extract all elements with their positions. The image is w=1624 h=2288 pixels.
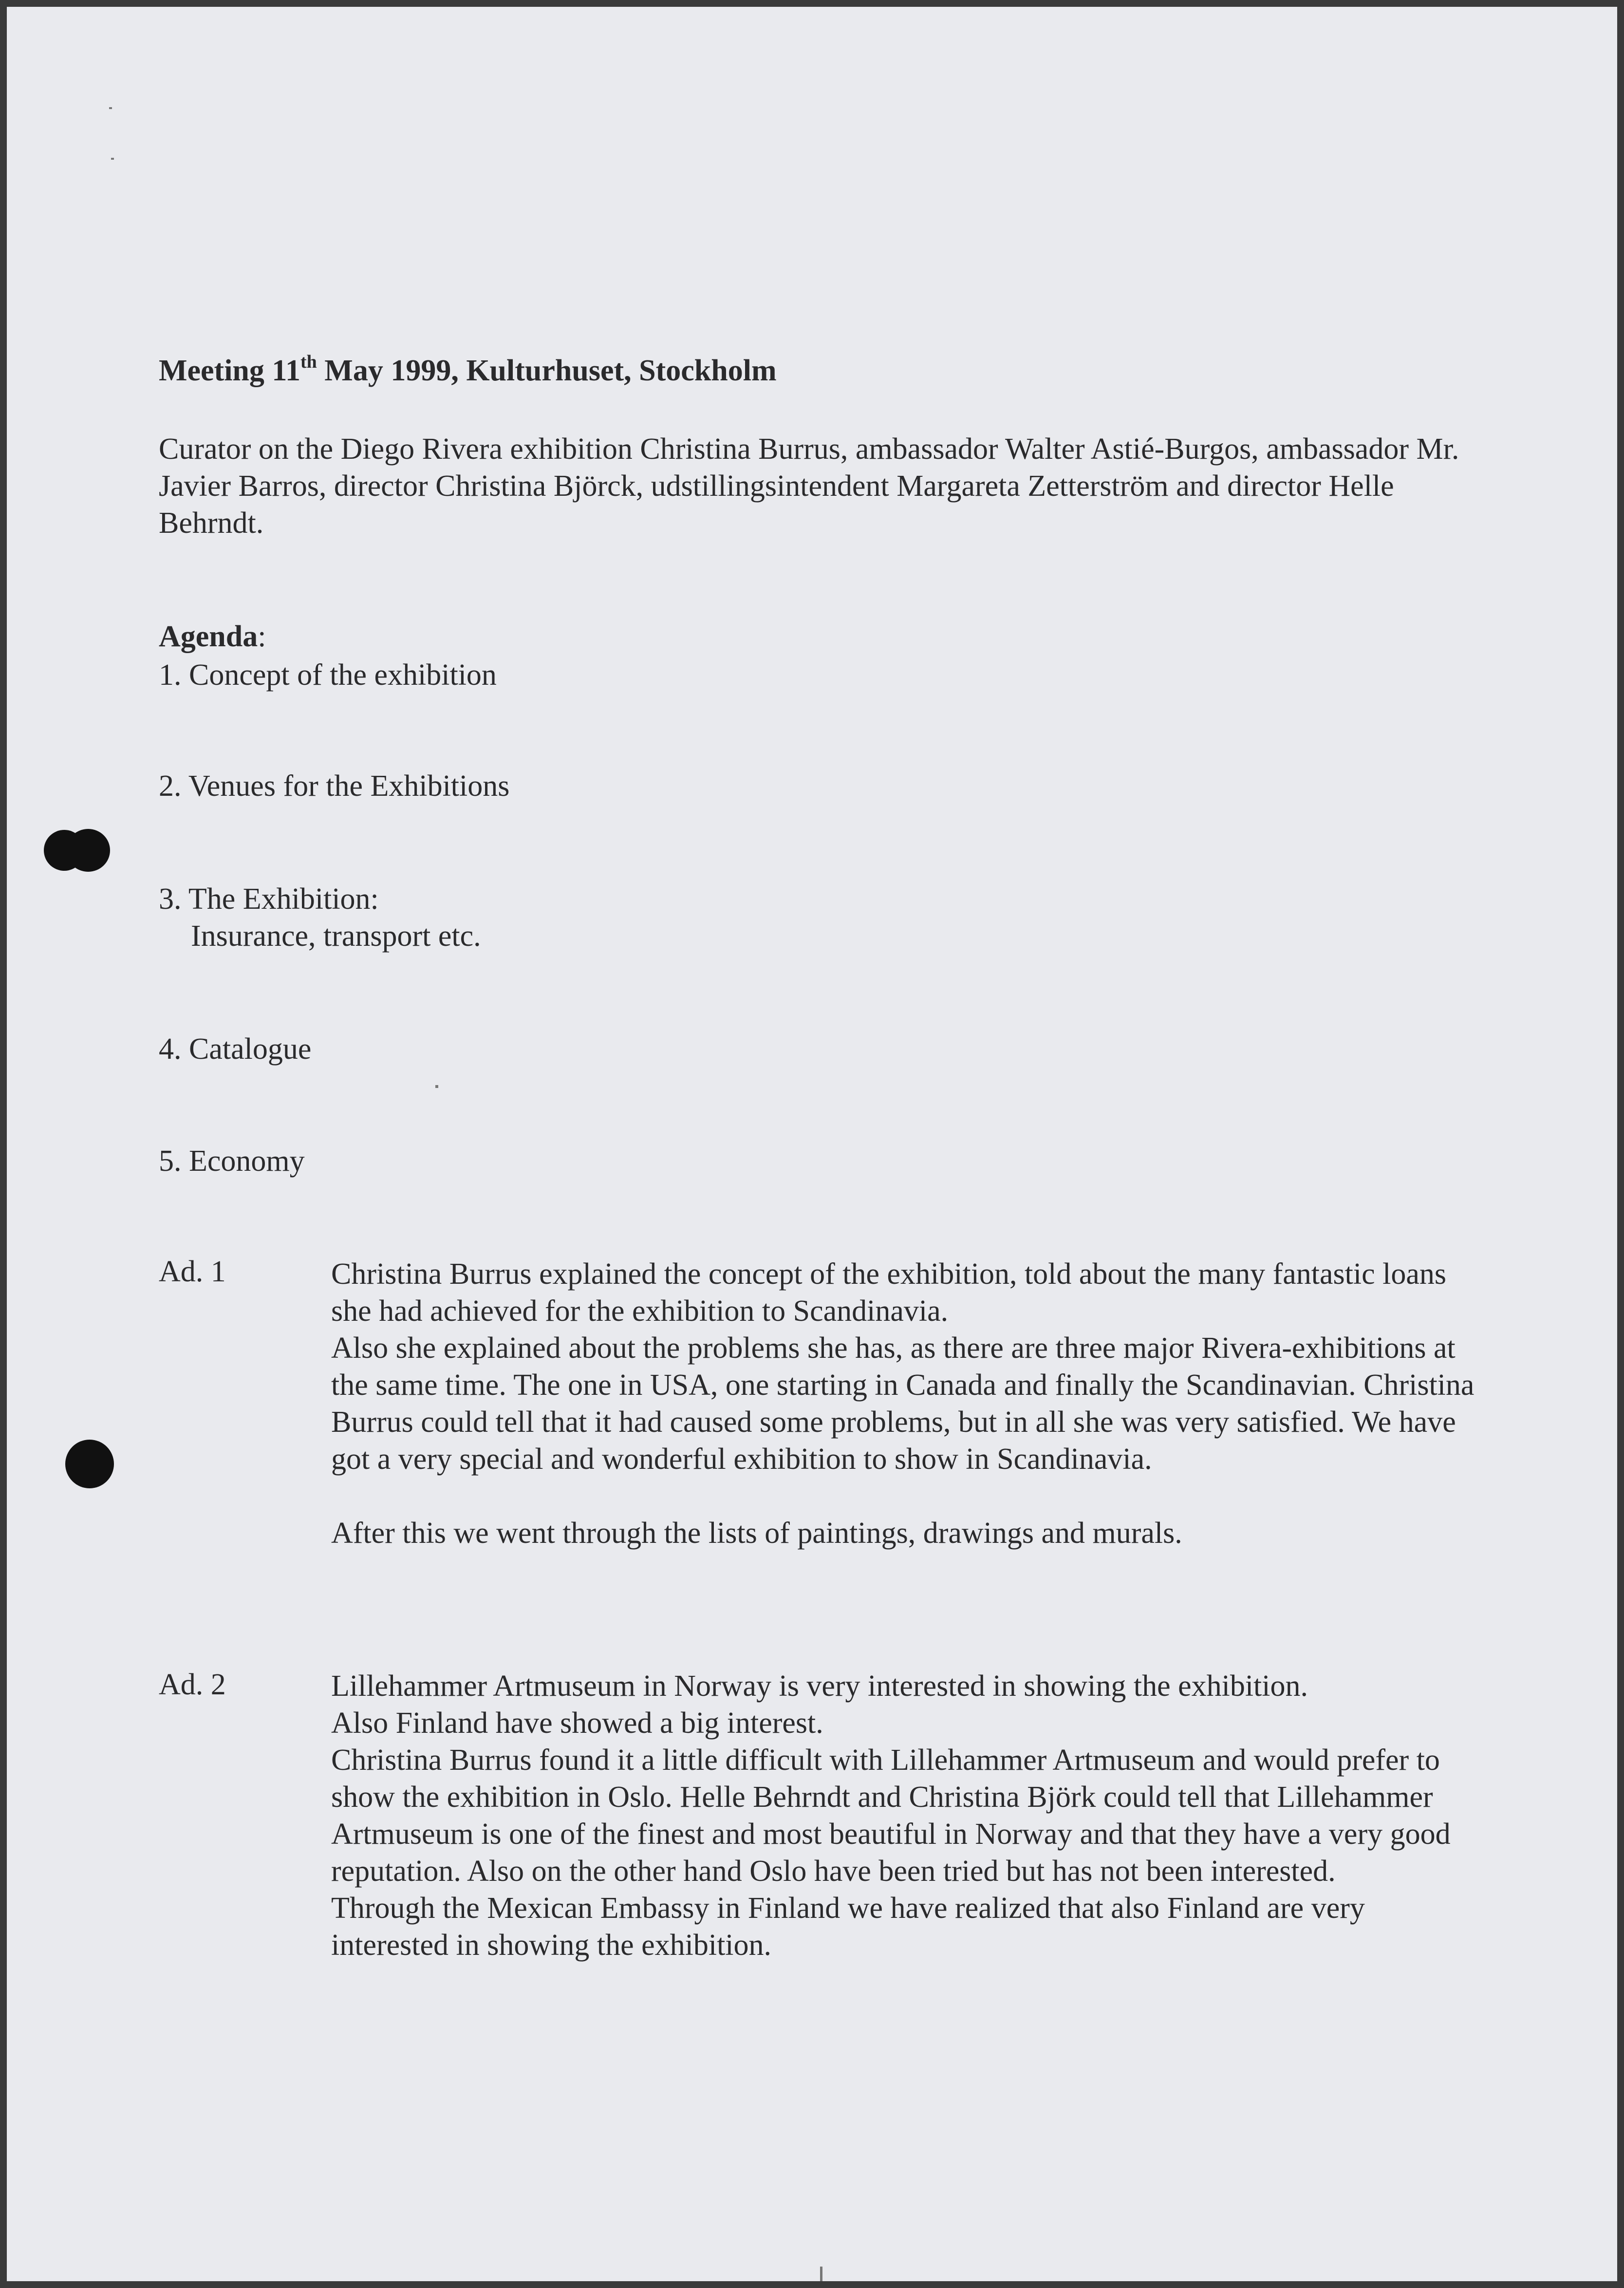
meeting-title: [159, 354, 777, 388]
agenda-heading-label: Agenda: [159, 620, 258, 653]
scan-mark-bottom: [820, 2267, 822, 2281]
scan-speck-3: [435, 1085, 438, 1088]
scan-speck-1: [109, 107, 112, 109]
title-prefix: Meeting 11: [159, 354, 300, 387]
ad2-paragraph-4: Through the Mexican Embassy in Finland we have realized that also Finland are very interested in showing the exhibition.: [331, 1892, 1365, 1962]
agenda-item-2: 2. Venues for the Exhibitions: [159, 769, 510, 803]
document-page: [7, 7, 1617, 2281]
ad1-text: [331, 1256, 1480, 1552]
ad2-paragraph-2: Also Finland have showed a big interest.: [331, 1707, 823, 1740]
ad2-text: [331, 1668, 1480, 1964]
agenda-heading-colon: :: [258, 620, 266, 653]
title-rest: May 1999, Kulturhuset, Stockholm: [317, 354, 777, 387]
ad1-paragraph-3: After this we went through the lists of paintings, drawings and murals.: [331, 1517, 1182, 1550]
title-ordinal-suffix: th: [300, 352, 317, 372]
ad1-paragraph-2: Also she explained about the problems she has, as there are three major Rivera-exhibitions at the same time. The one in USA, one starting in Canada and finally the Scandinavian. Christina Burrus could tell that it had caused some problems, but in all she was very satisfied. We have got a very special and wonderful exhibition to show in Scandinavia.: [331, 1332, 1475, 1476]
scan-speck-2: [111, 158, 114, 160]
punch-hole-upper-right: [66, 829, 110, 872]
agenda-item-3-subtext: Insurance, transport etc.: [191, 919, 481, 953]
ad1-label: Ad. 1: [159, 1255, 226, 1288]
ad2-paragraph-3: Christina Burrus found it a little difficult with Lillehammer Artmuseum and would prefer to show the exhibition in Oslo. Helle Behrndt and Christina Björk could tell that Lillehammer Artmuseum is one of the finest and most beautiful in Norway and that they have a very good reputation. Also on the other hand Oslo have been tried but has not been interested.: [331, 1744, 1451, 1888]
agenda-item-3-text: 3. The Exhibition:: [159, 882, 379, 916]
agenda-item-5: 5. Economy: [159, 1144, 305, 1178]
agenda-item-1: 1. Concept of the exhibition: [159, 658, 497, 692]
agenda-heading: [159, 619, 266, 654]
participants-paragraph: Curator on the Diego Rivera exhibition Christina Burrus, ambassador Walter Astié-Burgos, ambassador Mr. Javier Barros, director Christina Björck, udstillingsintendent Margareta Zetterström and director Helle Behrndt.: [159, 432, 1459, 540]
ad2-paragraph-1: Lillehammer Artmuseum in Norway is very interested in showing the exhibition.: [331, 1669, 1308, 1703]
ad2-label: Ad. 2: [159, 1668, 226, 1701]
agenda-item-3: [159, 881, 481, 955]
agenda-item-4: 4. Catalogue: [159, 1032, 312, 1066]
punch-hole-lower: [65, 1440, 114, 1488]
ad1-paragraph-1: Christina Burrus explained the concept of the exhibition, told about the many fantastic loans she had achieved for the exhibition to Scandinavia.: [331, 1257, 1447, 1328]
